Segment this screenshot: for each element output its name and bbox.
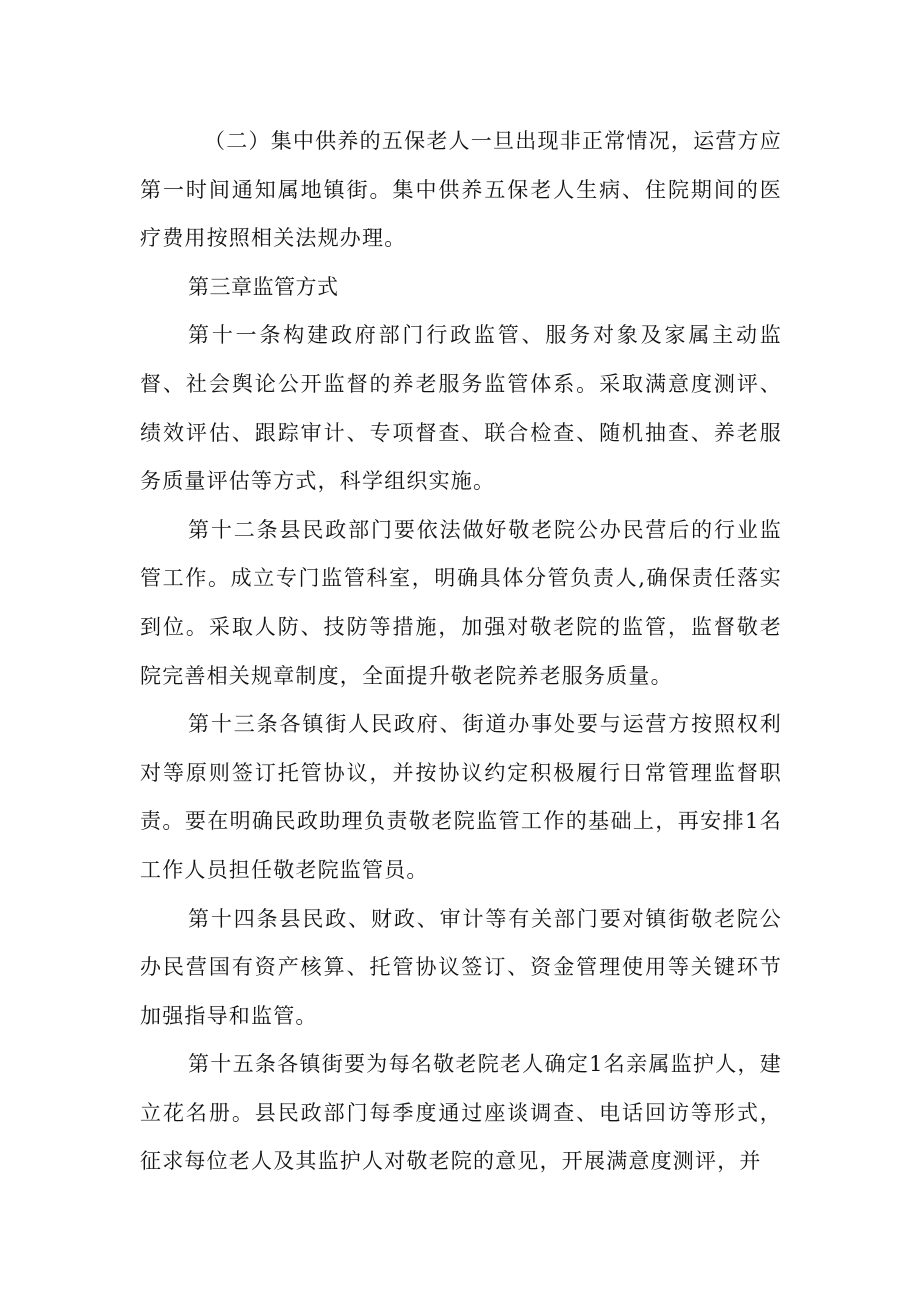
paragraph-five-guarantee-elderly: （二）集中供养的五保老人一旦出现非正常情况，运营方应第一时间通知属地镇街。集中供养五保老人生病、住院期间的医疗费用按照相关法规办理。 bbox=[140, 129, 782, 251]
article-12: 第十二条县民政部门要依法做好敬老院公办民营后的行业监管工作。成立专门监管科室，明确具体分管负责人,确保责任落实到位。采取人防、技防等措施，加强对敬老院的监管，监督敬老院完善相关规章制度，全面提升敬老院养老服务质量。 bbox=[140, 517, 782, 688]
article-14: 第十四条县民政、财政、审计等有关部门要对镇街敬老院公办民营国有资产核算、托管协议签订、资金管理使用等关键环节加强指导和监管。 bbox=[140, 906, 782, 1028]
article-13: 第十三条各镇街人民政府、街道办事处要与运营方按照权利对等原则签订托管协议，并按协议约定积极履行日常管理监督职责。要在明确民政助理负责敬老院监管工作的基础上，再安排1名工作人员担任敬老院监管员。 bbox=[140, 712, 782, 882]
chapter-heading: 第三章监管方式 bbox=[188, 274, 339, 299]
article-15: 第十五条各镇街要为每名敬老院老人确定1名亲属监护人，建立花名册。县民政部门每季度通过座谈调查、电话回访等形式，征求每位老人及其监护人对敬老院的意见，开展满意度测评，并 bbox=[140, 1052, 782, 1174]
document-body bbox=[140, 117, 782, 1186]
article-11: 第十一条构建政府部门行政监管、服务对象及家属主动监督、社会舆论公开监督的养老服务监管体系。采取满意度测评、绩效评估、跟踪审计、专项督查、联合检查、随机抽查、养老服务质量评估等方式，科学组织实施。 bbox=[140, 323, 782, 494]
